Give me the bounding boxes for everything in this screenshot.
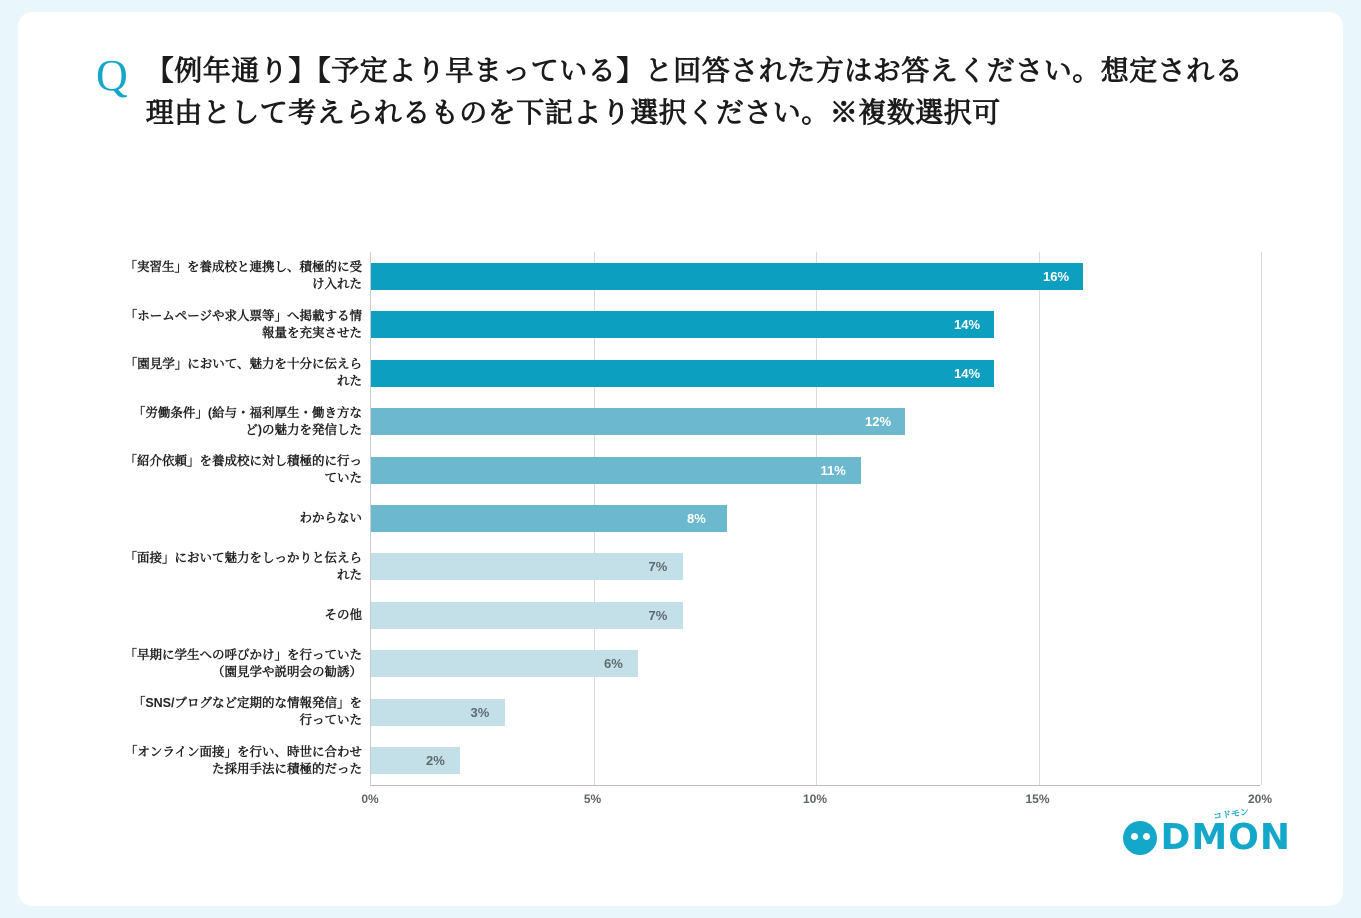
category-label: 「実習生」を養成校と連携し、積極的に受け入れた xyxy=(124,260,362,292)
bar xyxy=(371,360,994,387)
x-axis-line xyxy=(370,785,1260,786)
category-label: 「紹介依頼」を養成校に対し積極的に行っていた xyxy=(124,454,362,486)
codmon-logo xyxy=(1123,806,1291,858)
bar xyxy=(371,747,460,774)
bar-value-label: 2% xyxy=(426,753,445,769)
category-label: 「オンライン面接」を行い、時世に合わせた採用手法に積極的だった xyxy=(124,744,362,776)
bar xyxy=(371,505,727,532)
bar xyxy=(371,408,905,435)
bar-value-label: 14% xyxy=(954,317,981,333)
bar-value-label: 6% xyxy=(604,656,623,672)
bar-value-label: 14% xyxy=(954,365,981,381)
bar-value-label: 7% xyxy=(648,607,668,623)
x-tick-label: 0% xyxy=(361,792,379,806)
bar xyxy=(371,553,683,580)
question-block xyxy=(96,50,1296,134)
x-tick-label: 20% xyxy=(1247,792,1273,806)
category-label: 「労働条件」(給与・福利厚生・働き方など)の魅力を発信した xyxy=(132,405,362,437)
gridline xyxy=(1261,252,1262,785)
bar-value-label: 8% xyxy=(687,511,706,526)
question-text: 【例年通り】【予定より早まっている】と回答された方はお答えください。想定される理由として考えられるものを下記より選択ください。※複数選択可 xyxy=(145,55,1244,128)
category-label: わからない xyxy=(299,511,362,525)
plot-area xyxy=(114,252,1274,807)
logo-mark-icon xyxy=(1123,821,1157,855)
bar xyxy=(371,457,861,484)
category-label: 「園見学」において、魅力を十分に伝えられた xyxy=(124,357,362,389)
category-label: 「面接」において魅力をしっかりと伝えられた xyxy=(124,550,362,582)
bar xyxy=(371,602,683,629)
category-label: 「ホームページや求人票等」へ掲載する情報量を充実させた xyxy=(124,308,362,340)
bar-value-label: 7% xyxy=(648,559,668,575)
bar xyxy=(371,650,638,677)
category-labels xyxy=(114,252,370,785)
bar-chart xyxy=(114,252,1274,827)
bar xyxy=(371,263,1083,290)
logo-text: DMON xyxy=(1160,817,1291,858)
bar-value-label: 11% xyxy=(820,462,846,478)
category-label: 「SNS/ブログなど定期的な情報発信」を行っていた xyxy=(132,696,362,728)
category-label: 「早期に学生への呼びかけ」を行っていた（園見学や説明会の勧誘） xyxy=(124,647,362,679)
logo-badge: コドモン xyxy=(1212,806,1250,822)
question-marker: Q xyxy=(96,51,128,100)
x-tick-label: 10% xyxy=(802,792,828,806)
category-label: その他 xyxy=(324,607,362,622)
bar-value-label: 16% xyxy=(1043,268,1070,284)
bar-value-label: 12% xyxy=(865,414,892,430)
bar-value-label: 3% xyxy=(470,704,490,720)
bars-area xyxy=(370,252,1261,785)
gridline xyxy=(1039,252,1040,785)
x-tick-label: 5% xyxy=(583,792,602,806)
bar xyxy=(371,311,994,338)
slide-card xyxy=(18,12,1343,906)
x-tick-label: 15% xyxy=(1025,792,1050,806)
